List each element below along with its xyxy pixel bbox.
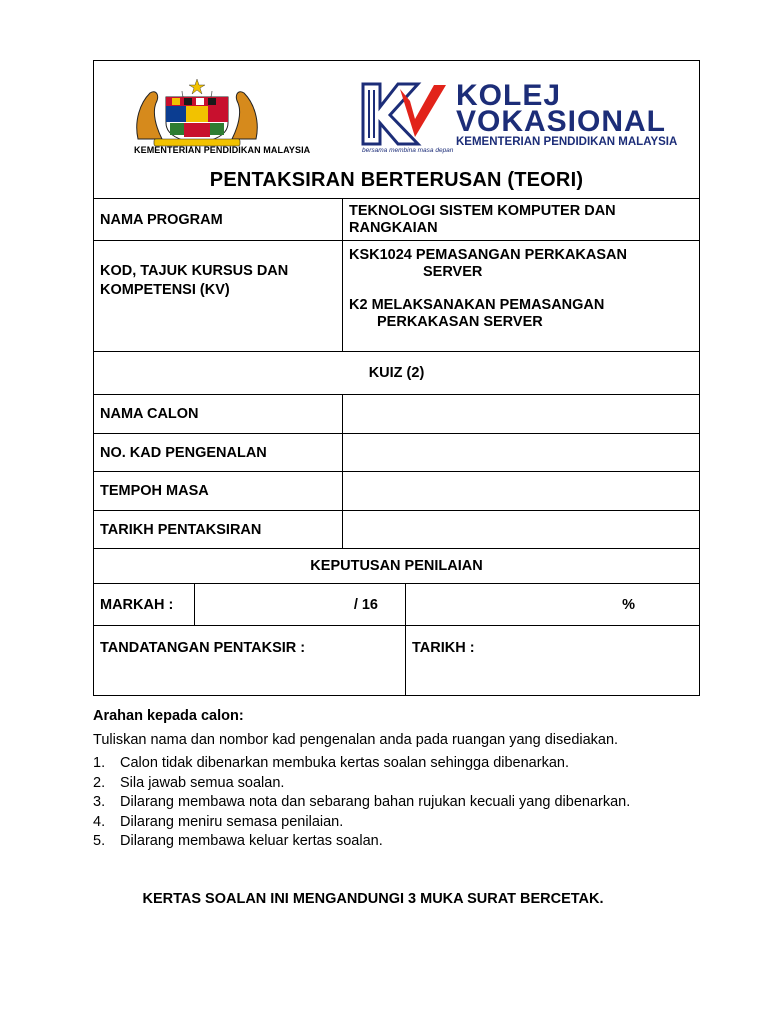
marks-row xyxy=(94,583,699,625)
kv-kolej-text: KOLEJ xyxy=(456,79,562,112)
assessor-signature-label[interactable]: TANDATANGAN PENTAKSIR : xyxy=(100,640,306,656)
kolej-vokasional-logo xyxy=(360,81,690,161)
page-title: PENTAKSIRAN BERTERUSAN (TEORI) xyxy=(209,169,584,191)
course-label xyxy=(94,241,342,351)
list-text: Sila jawab semua soalan. xyxy=(120,774,285,791)
list-item xyxy=(93,774,653,794)
course-label-line1: KOD, TAJUK KURSUS DAN xyxy=(100,263,289,279)
quiz-row xyxy=(94,351,699,394)
instructions-intro: Tuliskan nama dan nombor kad pengenalan anda pada ruangan yang disediakan. xyxy=(93,732,619,748)
marks-percent[interactable]: % xyxy=(405,584,699,625)
list-number: 1. xyxy=(93,755,106,771)
list-item xyxy=(93,754,653,774)
result-heading-row xyxy=(94,548,699,583)
program-value-line1: TEKNOLOGI SISTEM KOMPUTER DAN xyxy=(349,203,616,219)
course-code-title: KSK1024 PEMASANGAN PERKAKASAN xyxy=(349,247,627,263)
marks-total[interactable]: / 16 xyxy=(194,584,405,625)
list-item xyxy=(93,793,653,813)
list-text: Dilarang meniru semasa penilaian. xyxy=(120,813,344,830)
list-item xyxy=(93,832,653,852)
instructions-section xyxy=(93,708,653,852)
kv-vokasional-text: VOKASIONAL xyxy=(456,105,667,138)
assessment-date-label: TARIKH PENTAKSIRAN xyxy=(100,521,262,538)
candidate-name-label: NAMA CALON xyxy=(100,406,199,422)
course-row xyxy=(94,240,699,351)
list-text: Dilarang membawa nota dan sebarang bahan rujukan kecuali yang dibenarkan. xyxy=(120,794,631,810)
course-value xyxy=(342,241,699,351)
result-heading: KEPUTUSAN PENILAIAN xyxy=(310,558,483,574)
candidate-name-field[interactable] xyxy=(342,395,699,433)
course-code-title-cont: SERVER xyxy=(423,264,483,280)
duration-row xyxy=(94,471,699,510)
assessment-date-field[interactable] xyxy=(342,511,699,548)
competency-title: K2 MELAKSANAKAN PEMASANGAN xyxy=(349,297,605,313)
duration-field[interactable] xyxy=(342,472,699,510)
signature-date-label[interactable]: TARIKH : xyxy=(405,626,699,695)
ic-number-row xyxy=(94,433,699,471)
instructions-list xyxy=(93,754,653,852)
list-text: Dilarang membawa keluar kertas soalan. xyxy=(120,833,383,849)
program-value xyxy=(342,199,699,240)
page-count-note: KERTAS SOALAN INI MENGANDUNGI 3 MUKA SURAT BERCETAK. xyxy=(142,891,604,907)
instructions-title: Arahan kepada calon: xyxy=(93,708,244,724)
list-number: 3. xyxy=(93,794,106,810)
list-number: 5. xyxy=(93,833,106,849)
list-number: 4. xyxy=(93,813,106,830)
list-text: Calon tidak dibenarkan membuka kertas soalan sehingga dibenarkan. xyxy=(120,755,569,771)
program-value-line2: RANGKAIAN xyxy=(349,220,438,236)
ic-number-field[interactable] xyxy=(342,434,699,471)
kv-tagline: bersama membina masa depan xyxy=(362,147,454,154)
program-label: NAMA PROGRAM xyxy=(100,211,223,228)
list-number: 2. xyxy=(93,774,106,791)
ic-number-label: NO. KAD PENGENALAN xyxy=(100,444,267,461)
marks-label: MARKAH : xyxy=(100,596,174,613)
signature-row xyxy=(94,625,699,695)
candidate-name-row xyxy=(94,394,699,433)
kv-ministry-text: KEMENTERIAN PENDIDIKAN MALAYSIA xyxy=(456,136,678,148)
competency-title-cont: PERKAKASAN SERVER xyxy=(377,314,543,330)
assessment-date-row xyxy=(94,510,699,548)
program-row xyxy=(94,198,699,240)
kpm-caption: KEMENTERIAN PENDIDIKAN MALAYSIA xyxy=(134,145,311,155)
quiz-label: KUIZ (2) xyxy=(368,365,425,381)
list-item xyxy=(93,813,653,833)
course-label-line2: KOMPETENSI (KV) xyxy=(100,282,230,298)
header-section xyxy=(94,61,699,198)
assessment-cover-form xyxy=(93,60,700,696)
duration-label: TEMPOH MASA xyxy=(100,483,209,499)
